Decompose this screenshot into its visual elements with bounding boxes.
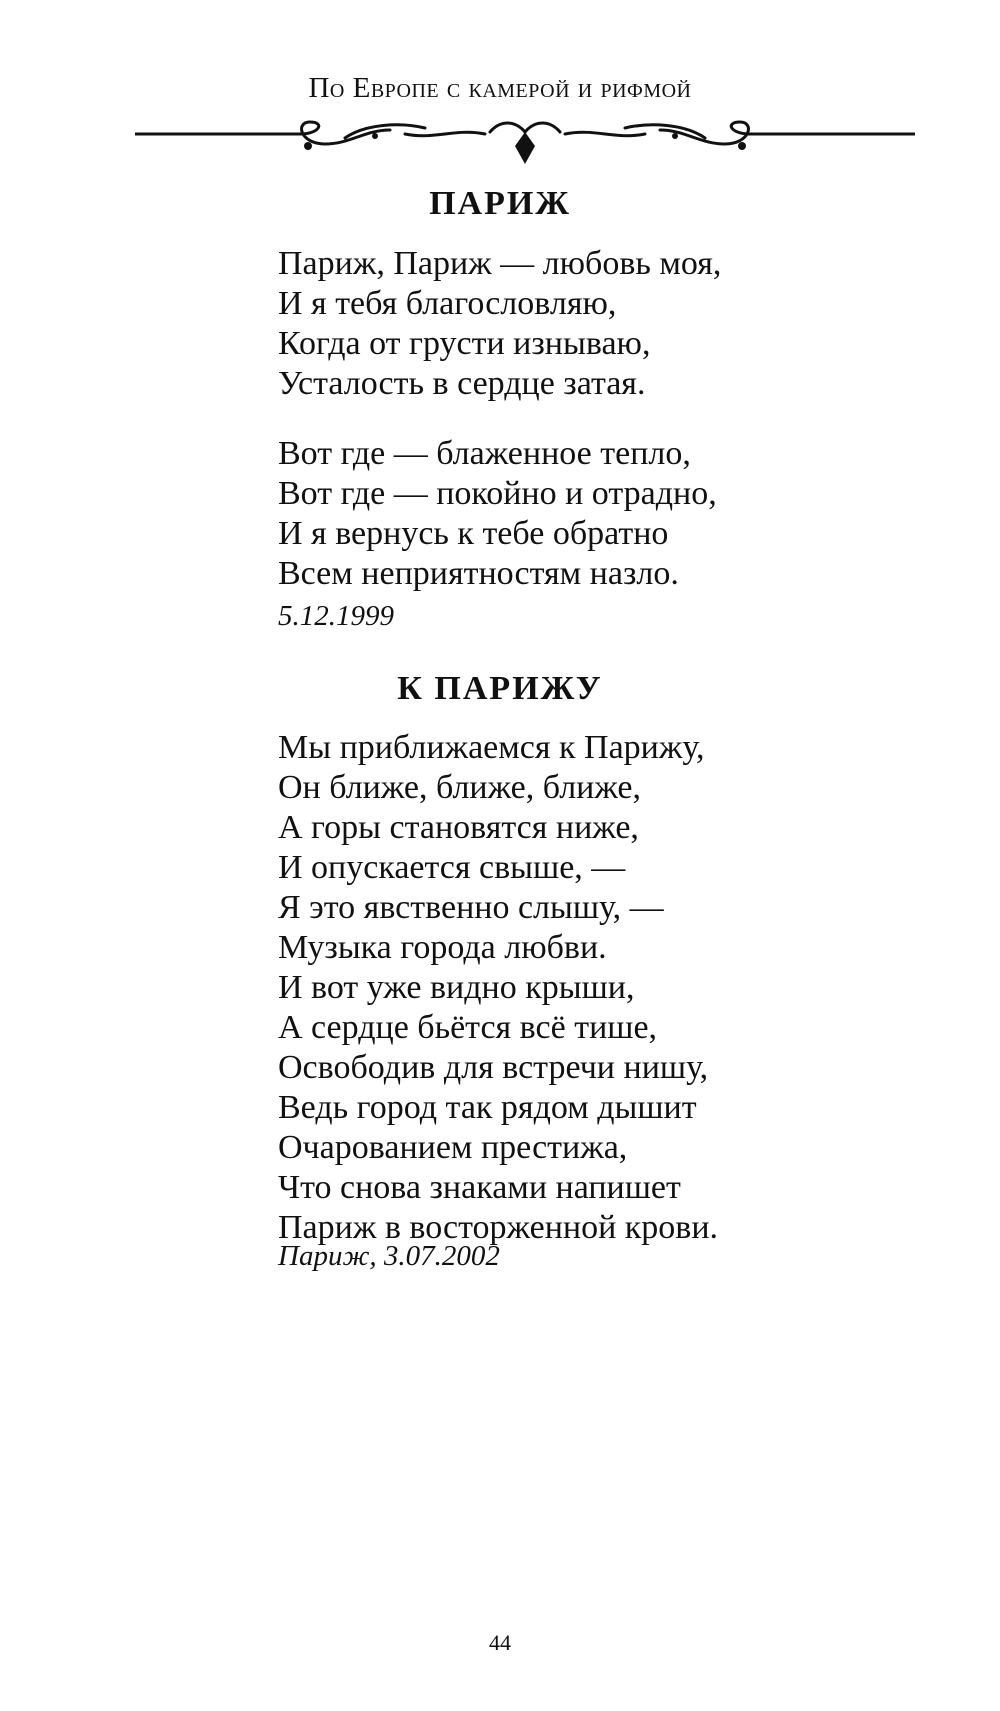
poem-title: К ПАРИЖУ	[397, 670, 603, 707]
poem-line: Вот где — блаженное тепло,	[278, 435, 691, 472]
poem-line: Когда от грусти изнываю,	[278, 325, 651, 362]
poem-line: И я тебя благословляю,	[278, 285, 617, 322]
poem-line: Всем неприятностям назло.	[278, 555, 679, 592]
poem-line: Очарованием престижа,	[278, 1129, 628, 1166]
poem-line: Музыка города любви.	[278, 929, 607, 966]
poem-line: Ведь город так рядом дышит	[278, 1089, 697, 1126]
poem-line: Освободив для встречи нишу,	[278, 1049, 709, 1086]
poem-line: И вот уже видно крыши,	[278, 969, 635, 1006]
stanza	[278, 434, 717, 594]
poem-date: Париж, 3.07.2002	[278, 1240, 500, 1272]
page-number: 44	[489, 1630, 511, 1655]
running-head: По Европе с камерой и рифмой	[308, 72, 692, 104]
poem-line: Париж в восторженной крови.	[278, 1209, 719, 1246]
ornament-divider-icon	[135, 118, 915, 180]
stanza	[278, 728, 718, 1248]
poem-line: И я вернусь к тебе обратно	[278, 515, 669, 552]
poem-line: Что снова знаками напишет	[278, 1169, 681, 1206]
poem-line: Париж, Париж — любовь моя,	[278, 245, 722, 282]
stanza	[278, 244, 721, 404]
poem-title: ПАРИЖ	[429, 185, 571, 222]
poem-line: И опускается свыше, —	[278, 849, 626, 886]
poem-line: Я это явственно слышу, —	[278, 889, 664, 926]
poem-date: 5.12.1999	[278, 600, 394, 632]
poem-line: Вот где — покойно и отрадно,	[278, 475, 717, 512]
poem-line: Он ближе, ближе, ближе,	[278, 769, 641, 806]
poem-line: Усталость в сердце затая.	[278, 365, 646, 402]
poem-line: А сердце бьётся всё тише,	[278, 1009, 658, 1046]
poem-line: А горы становятся ниже,	[278, 809, 639, 846]
poem-line: Мы приближаемся к Парижу,	[278, 729, 705, 766]
